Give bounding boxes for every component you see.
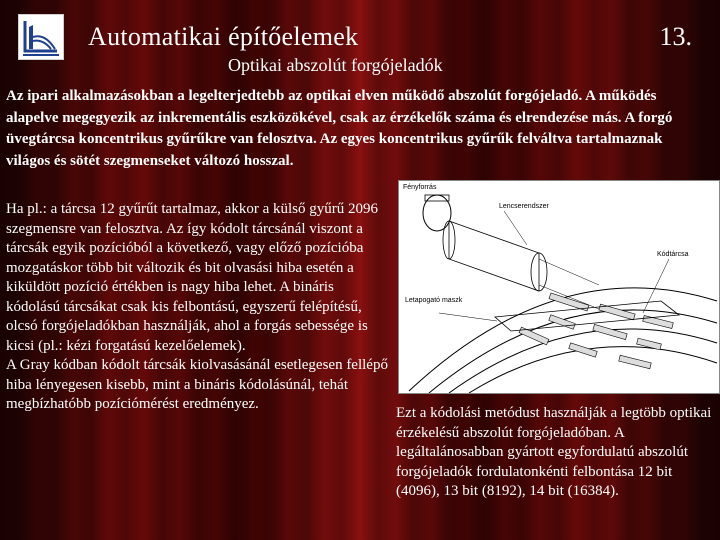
page-subtitle: Optikai abszolút forgójeladók bbox=[228, 55, 443, 75]
label-code-disc: Kódtárcsa bbox=[657, 251, 689, 258]
label-light-source: Fényforrás bbox=[403, 184, 437, 191]
body-paragraph-1: Ha pl.: a tárcsa 12 gyűrűt tartalmaz, akkor a külső gyűrű 2096 szegmensre van felosztva. Az így kódolt tárcsánál viszont a tárcsák egyik pozícióból a következő, vagy előző pozícióba mozgatáskor több bit változik és bit olvasási hiba esetén a kiküldött pozíció értékben is nagy hiba lehet. A bináris kódolású tárcsákat csak kis felbontású, egyszerű felépítésű, olcsó forgójeladókban használják, ahol a forgás sebessége is kicsi (pl.: kézi forgatású kezelőelemek). bbox=[6, 201, 378, 354]
body-left-text bbox=[6, 200, 390, 415]
intro-paragraph: Az ipari alkalmazásokban a legelterjedtebb az optikai elven működő abszolút forgójeladó. A működés alapelve megegyezik az inkrementális eszközökével, csak az érzékelők száma és elrendezése más. A forgó üvegtárcsa koncentrikus gyűrűkre van felosztva. Az egyes koncentrikus gyűrűk felváltva tartalmaznak világos és sötét szegmenseket változó hosszal. bbox=[6, 88, 673, 169]
page-title: Automatikai építőelemek bbox=[88, 22, 359, 51]
body-right-text: Ezt a kódolási metódust használják a legtöbb optikai érzékelésű abszolút forgójeladóban. A legáltalánosabban gyártott egyfordulatú abszolút forgójeladók fordulatonkénti felbontása 12 bit (4096), 13 bit (8192), 14 bit (16384). bbox=[396, 405, 712, 499]
label-scanning-plate: Letapogató maszk bbox=[405, 297, 463, 304]
encoder-drawing bbox=[399, 181, 719, 393]
logo bbox=[18, 14, 64, 60]
encoder-diagram bbox=[398, 180, 720, 394]
label-lens-system: Lencserendszer bbox=[499, 203, 549, 210]
body-paragraph-2: A Gray kódban kódolt tárcsák kiolvasásánál esetlegesen fellépő hiba lényegesen kisebb, mint a bináris kódolásúnál, tehát megbízhatóbb pozíciómérést eredményez. bbox=[6, 357, 388, 412]
page-number: 13. bbox=[659, 22, 692, 51]
